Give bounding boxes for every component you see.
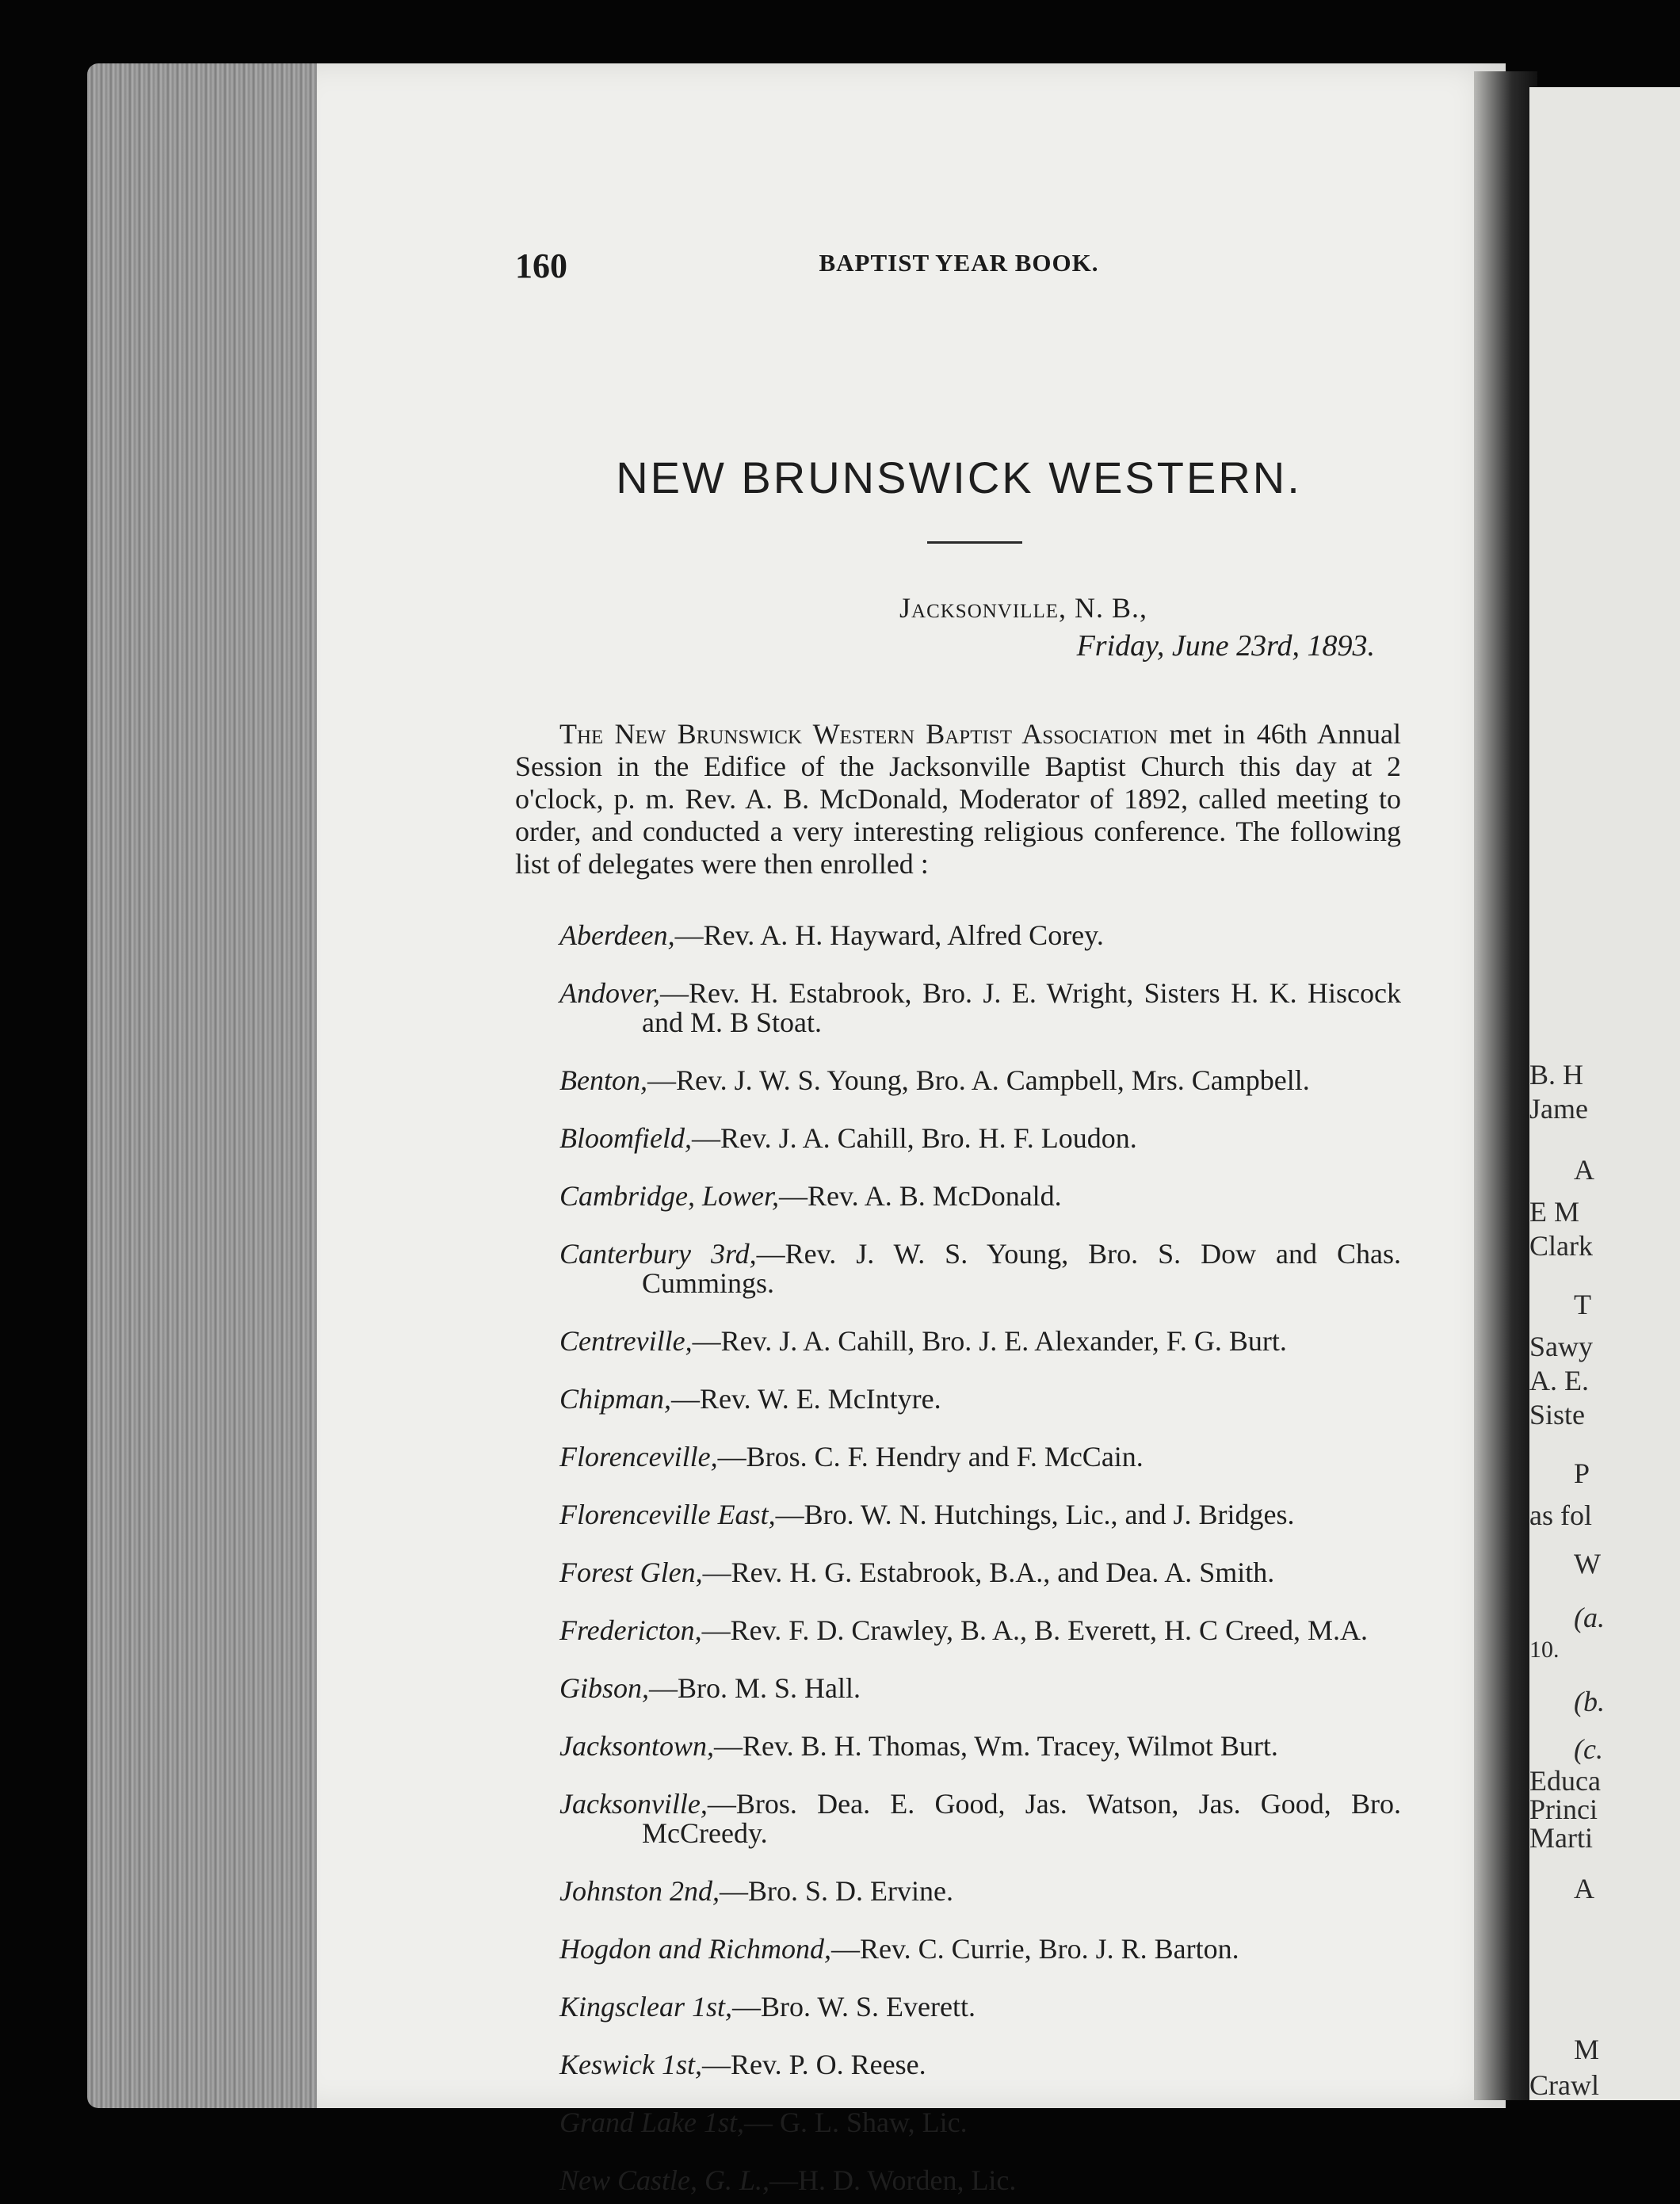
delegate-names: —Rev. B. H. Thomas, Wm. Tracey, Wilmot Burt. xyxy=(713,1730,1278,1762)
church-name: Aberdeen, xyxy=(559,919,675,951)
facing-page-fragment: Sawy xyxy=(1529,1331,1593,1362)
delegate-entry xyxy=(515,1182,1401,1211)
book-gutter xyxy=(1474,71,1537,2100)
intro-lead: The New Brunswick Western Baptist Association xyxy=(559,718,1159,750)
delegate-names: —Rev. W. E. McIntyre. xyxy=(671,1383,941,1415)
facing-page-fragment: A. E. xyxy=(1529,1365,1589,1396)
facing-page-fragment: W xyxy=(1574,1548,1601,1579)
church-name: Centreville, xyxy=(559,1325,693,1357)
delegate-names: —Rev. A. B. McDonald. xyxy=(779,1180,1062,1212)
facing-page-fragment: P xyxy=(1574,1457,1590,1489)
church-name: Grand Lake 1st, xyxy=(559,2107,744,2138)
page-number: 160 xyxy=(515,246,567,285)
church-name: Cambridge, Lower, xyxy=(559,1180,780,1212)
delegate-entry xyxy=(515,921,1401,950)
dateline-place: Jacksonville, N. B., xyxy=(899,592,1148,624)
facing-page-fragment: E M xyxy=(1529,1196,1579,1228)
delegate-entry xyxy=(515,1790,1401,1848)
delegate-names: —Rev. J. A. Cahill, Bro. H. F. Loudon. xyxy=(691,1122,1137,1154)
facing-page-fragment: Princi xyxy=(1529,1793,1598,1825)
facing-page-fragment: 10. xyxy=(1529,1637,1560,1663)
church-name: Gibson, xyxy=(559,1672,650,1704)
church-name: Jacksontown, xyxy=(559,1730,714,1762)
delegate-entry xyxy=(515,1066,1401,1095)
delegate-entry xyxy=(515,1500,1401,1530)
delegate-entry xyxy=(515,1240,1401,1298)
facing-page-fragment: T xyxy=(1574,1289,1591,1320)
delegate-entry xyxy=(515,1124,1401,1153)
delegate-names: —Rev. J. W. S. Young, Bro. S. Dow and Chas. Cummings. xyxy=(642,1238,1401,1299)
delegate-names: —Bro. M. S. Hall. xyxy=(649,1672,861,1704)
facing-page xyxy=(1529,87,1680,2100)
facing-page-fragment: A xyxy=(1574,1154,1594,1186)
delegate-entry xyxy=(515,979,1401,1037)
delegate-names: —Rev. C. Currie, Bro. J. R. Barton. xyxy=(830,1933,1239,1965)
delegate-entry xyxy=(515,1732,1401,1761)
delegate-names: —Rev. A. H. Hayward, Alfred Corey. xyxy=(674,919,1104,951)
book-page-edges xyxy=(87,63,325,2108)
facing-page-fragment: Siste xyxy=(1529,1399,1586,1430)
delegate-names: —Bro. W. S. Everett. xyxy=(732,1991,976,2023)
delegate-names: —Rev. J. A. Cahill, Bro. J. E. Alexander, F. G. Burt. xyxy=(692,1325,1287,1357)
delegate-entry xyxy=(515,1674,1401,1703)
delegate-names: —Rev. P. O. Reese. xyxy=(701,2049,926,2080)
facing-page-fragment: Marti xyxy=(1529,1822,1593,1854)
running-head xyxy=(515,246,1403,293)
church-name: Chipman, xyxy=(559,1383,672,1415)
title-rule xyxy=(927,541,1022,544)
delegate-names: —Rev. J. W. S. Young, Bro. A. Campbell, Mrs. Campbell. xyxy=(647,1064,1310,1096)
church-name: Florenceville, xyxy=(559,1441,718,1473)
church-name: Florenceville East, xyxy=(559,1499,776,1530)
church-name: Johnston 2nd, xyxy=(559,1875,720,1907)
church-name: Jacksonville, xyxy=(559,1788,708,1820)
facing-page-fragment: M xyxy=(1574,2034,1600,2065)
church-name: Hogdon and Richmond, xyxy=(559,1933,831,1965)
delegate-list xyxy=(515,892,1401,2204)
facing-page-fragment: (a. xyxy=(1574,1602,1605,1633)
church-name: Canterbury 3rd, xyxy=(559,1238,757,1270)
delegate-names: —Rev. H. Estabrook, Bro. J. E. Wright, Sisters H. K. Hiscock and M. B Stoat. xyxy=(642,977,1401,1038)
delegate-entry xyxy=(515,1442,1401,1472)
running-title: BAPTIST YEAR BOOK. xyxy=(819,249,1099,277)
church-name: Forest Glen, xyxy=(559,1557,703,1588)
delegate-names: —H. D. Worden, Lic. xyxy=(769,2164,1017,2196)
church-name: Benton, xyxy=(559,1064,647,1096)
delegate-entry xyxy=(515,2050,1401,2080)
intro-text: met in 46th Annual Session in the Edifice of the Jacksonville Baptist Church this day at 2 o'clock, p. m. Rev. A. B. McDonald, Moderator of 1892, called meeting to order, and conducted a very interesting religious conference. The following list of delegates were then enrolled : xyxy=(515,718,1401,880)
delegate-entry xyxy=(515,1935,1401,1964)
delegate-names: —Bro. W. N. Hutchings, Lic., and J. Bridges. xyxy=(775,1499,1295,1530)
facing-page-fragment: Crawl xyxy=(1529,2069,1599,2100)
delegate-names: — G. L. Shaw, Lic. xyxy=(744,2107,968,2138)
church-name: Fredericton, xyxy=(559,1614,702,1646)
facing-page-fragment: (b. xyxy=(1574,1686,1605,1717)
church-name: Kingsclear 1st, xyxy=(559,1991,733,2023)
delegate-entry xyxy=(515,1385,1401,1414)
church-name: Bloomfield, xyxy=(559,1122,692,1154)
delegate-entry xyxy=(515,1616,1401,1645)
facing-page-fragment: (c. xyxy=(1574,1733,1603,1765)
facing-page-fragment: as fol xyxy=(1529,1499,1592,1531)
delegate-names: —Bro. S. D. Ervine. xyxy=(720,1875,953,1907)
delegate-entry xyxy=(515,2166,1401,2195)
delegate-entry xyxy=(515,1877,1401,1906)
dateline-date: Friday, June 23rd, 1893. xyxy=(1076,629,1375,663)
church-name: Andover, xyxy=(559,977,660,1009)
facing-page-fragment: Educa xyxy=(1529,1765,1601,1797)
delegate-entry xyxy=(515,1327,1401,1356)
delegate-names: —Rev. F. D. Crawley, B. A., B. Everett, H. C Creed, M.A. xyxy=(701,1614,1368,1646)
delegate-names: —Bros. C. F. Hendry and F. McCain. xyxy=(717,1441,1144,1473)
chapter-title: NEW BRUNSWICK WESTERN. xyxy=(616,453,1302,502)
facing-page-fragment: B. H xyxy=(1529,1059,1584,1091)
facing-page-fragment: Clark xyxy=(1529,1230,1593,1262)
delegate-names: —Bros. Dea. E. Good, Jas. Watson, Jas. Good, Bro. McCreedy. xyxy=(642,1788,1401,1849)
church-name: New Castle, G. L., xyxy=(559,2164,770,2196)
delegate-entry xyxy=(515,1558,1401,1587)
delegate-entry xyxy=(515,1992,1401,2022)
church-name: Keswick 1st, xyxy=(559,2049,702,2080)
facing-page-fragment: A xyxy=(1574,1873,1594,1904)
facing-page-fragment: Jame xyxy=(1529,1093,1588,1125)
delegate-names: —Rev. H. G. Estabrook, B.A., and Dea. A. Smith. xyxy=(702,1557,1275,1588)
intro-paragraph xyxy=(515,718,1401,880)
delegate-entry xyxy=(515,2108,1401,2137)
